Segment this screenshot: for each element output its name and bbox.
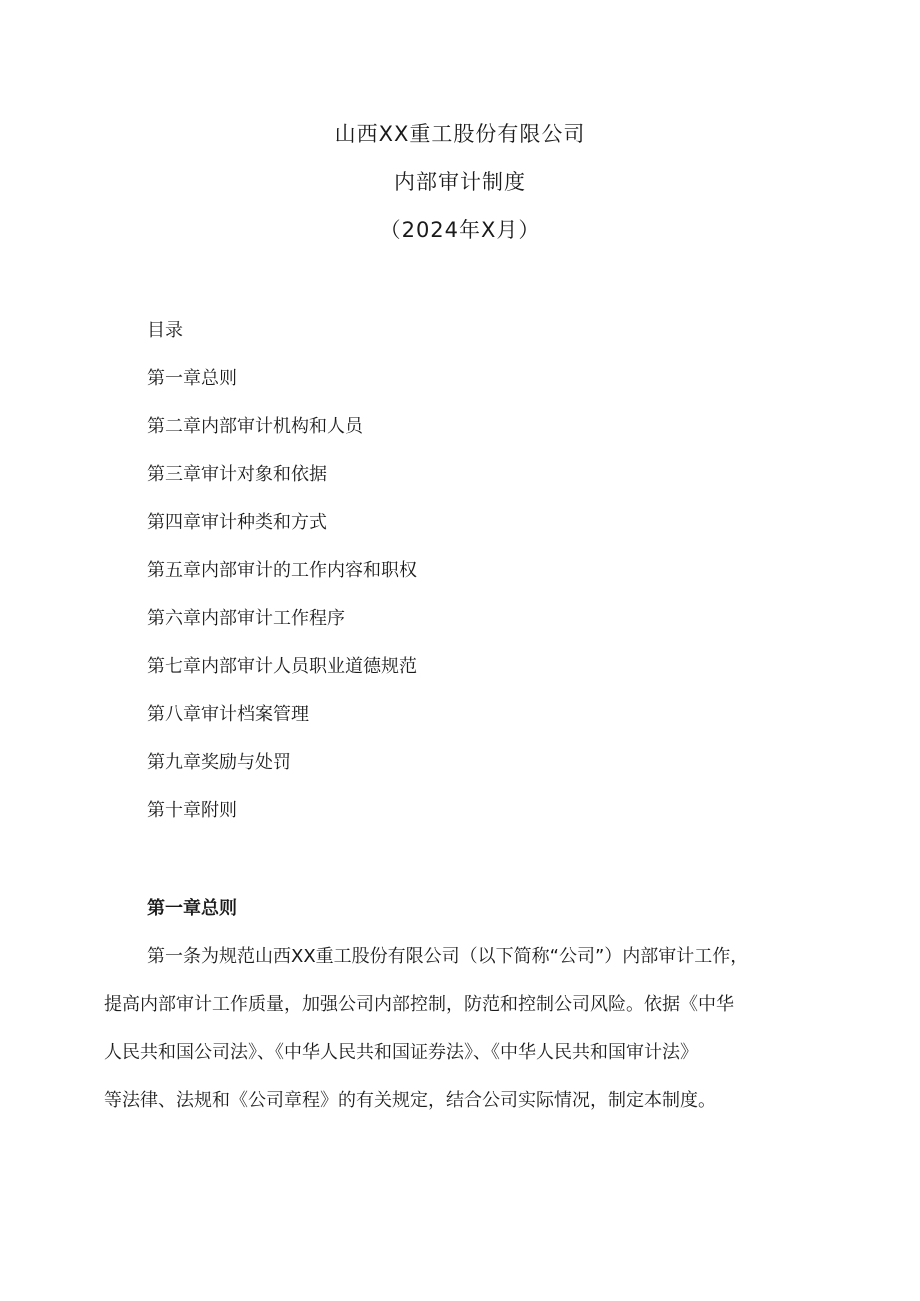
- toc-item-chapter-8: 第八章审计档案管理: [147, 704, 309, 725]
- toc-item-chapter-5: 第五章内部审计的工作内容和职权: [147, 560, 417, 581]
- paragraph-line: 提高内部审计工作质量，加强公司内部控制，防范和控制公司风险。依据《中华: [104, 994, 734, 1015]
- company-name: 山西XX重工股份有限公司: [334, 122, 586, 146]
- toc-item-chapter-10: 第十章附则: [147, 800, 237, 821]
- toc-item-chapter-1: 第一章总则: [147, 368, 237, 389]
- table-of-contents: [147, 319, 417, 847]
- article-1-paragraph: [104, 945, 748, 1137]
- toc-item-chapter-7: 第七章内部审计人员职业道德规范: [147, 656, 417, 677]
- toc-item-chapter-2: 第二章内部审计机构和人员: [147, 416, 363, 437]
- document-date: （2024年X月）: [379, 218, 541, 242]
- chapter-1-heading: 第一章总则: [147, 898, 237, 919]
- title-block: [0, 122, 920, 266]
- paragraph-line: 人民共和国公司法》、《中华人民共和国证券法》、《中华人民共和国审计法》: [104, 1042, 698, 1063]
- paragraph-line: 等法律、法规和《公司章程》的有关规定，结合公司实际情况，制定本制度。: [104, 1090, 716, 1111]
- toc-heading: 目录: [147, 320, 183, 341]
- toc-item-chapter-3: 第三章审计对象和依据: [147, 464, 327, 485]
- toc-item-chapter-6: 第六章内部审计工作程序: [147, 608, 345, 629]
- toc-item-chapter-4: 第四章审计种类和方式: [147, 512, 327, 533]
- document-title: 内部审计制度: [394, 170, 526, 194]
- paragraph-line: 第一条为规范山西XX重工股份有限公司（以下简称“公司”）内部审计工作，: [147, 946, 749, 967]
- toc-item-chapter-9: 第九章奖励与处罚: [147, 752, 291, 773]
